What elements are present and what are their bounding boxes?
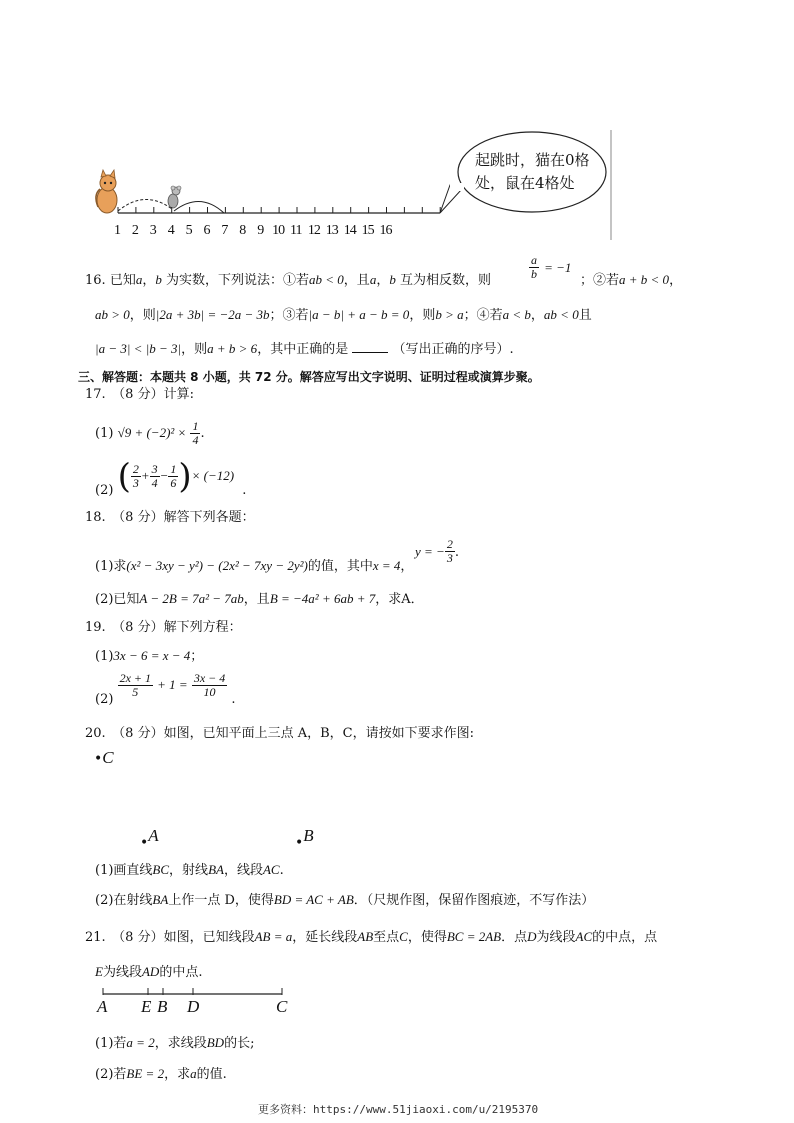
q19-part-1: (1)3x − 6 = x − 4；: [95, 648, 204, 664]
q20-part-1: (1)画直线BC，射线BA，线段AC.: [95, 862, 284, 878]
question-16-line-1-tail: ；②若a + b < 0，: [580, 272, 683, 288]
question-19-title: 19. （8 分）解下列方程：: [85, 620, 242, 635]
q18-y-value: y = − $\frac{2}{3}$ .: [415, 537, 459, 565]
label-d: D: [187, 997, 200, 1016]
cat-icon: [96, 170, 117, 213]
number-line-label: 1: [114, 223, 121, 238]
number-line-label: 2: [131, 223, 139, 238]
question-17-title: 17. （8 分）计算:: [85, 387, 194, 402]
q18-part-1: (1)求(x² − 3xy − y²) − (2x² − 7xy − 2y²)的值，其中x = 4，: [95, 558, 414, 574]
question-16-line-1: 16. 已知a，b 为实数，下列说法：①若ab < 0，且a，b 互为相反数，则: [85, 272, 491, 288]
section-3-heading: 三、解答题：本题共 8 小题，共 72 分。解答应写出文字说明、证明过程或演算步聚。: [78, 370, 540, 384]
number-line-label: 6: [203, 223, 211, 238]
speech-bubble-text-1: 起跳时，猫在0格: [475, 151, 590, 169]
label-c: C: [276, 997, 288, 1016]
q21-part-2: (2)若BE = 2，求a的值.: [95, 1066, 227, 1082]
q16-fraction-a-over-b: $\frac{a}{b}$ = −1: [531, 253, 572, 281]
number-line-label: 3: [149, 223, 157, 238]
question-16-line-3: |a − 3| < |b − 3|，则a + b > 6，其中正确的是 （写出正确的序号）.: [95, 341, 514, 357]
label-a: A: [97, 997, 108, 1016]
mouse-jump-arc: [174, 201, 224, 213]
label-e: E: [141, 997, 152, 1016]
number-line-label: 9: [257, 223, 265, 238]
number-line-label: 4: [167, 223, 175, 238]
q19-part-2: (2) $\frac{2x + 1}{5}$ + 1 = $\frac{3x - 4}{10}$ .: [95, 671, 236, 707]
number-line-label: 7: [221, 223, 229, 238]
number-line-label: 13: [325, 223, 338, 238]
cat-jump-arc: [118, 199, 172, 211]
number-line-label: 12: [307, 223, 320, 238]
question-16-line-2: ab > 0，则|2a + 3b| = −2a − 3b；③若|a − b| + a − b = 0，则b > a；④若a < b，ab < 0且: [95, 307, 592, 323]
speech-bubble-text-2: 处，鼠在4格处: [475, 174, 575, 192]
number-line-ticks: [118, 207, 440, 213]
speech-bubble: [458, 132, 606, 212]
point-b: •B: [295, 826, 314, 851]
question-21-line-1: 21. （8 分）如图，已知线段AB = a，延长线段AB至点C，使得BC = 2AB．点D为线段AC的中点，点: [85, 929, 658, 945]
question-21-line-2: E为线段AD的中点.: [95, 964, 203, 980]
q18-part-2: (2)已知A − 2B = 7a² − 7ab，且B = −4a² + 6ab + 7，求A．: [95, 591, 424, 607]
q21-part-1: (1)若a = 2，求线段BD的长;: [95, 1035, 255, 1051]
number-line-label: 5: [185, 223, 193, 238]
question-18-title: 18. （8 分）解答下列各题：: [85, 510, 255, 525]
number-line-label: 15: [361, 223, 374, 238]
question-20-title: 20. （8 分）如图，已知平面上三点 A，B，C，请按如下要求作图:: [85, 726, 474, 741]
label-b: B: [157, 997, 168, 1016]
q17-part-1: (1) √9 + (−2)² × $\frac{1}{4}$ .: [95, 419, 205, 447]
q20-part-2: (2)在射线BA上作一点 D，使得BD = AC + AB．（尺规作图，保留作图痕迹，不写作法）: [95, 892, 595, 908]
point-c: •C: [94, 748, 114, 767]
mouse-icon: [168, 186, 181, 208]
number-line-label: 14: [343, 223, 356, 238]
q17-part-2: (2) ( $\frac{2}{3}$ + $\frac{3}{4}$ − $\frac{1}{6}$ )× (−12) .: [95, 456, 247, 498]
number-line-label: 8: [239, 223, 247, 238]
answer-blank[interactable]: [352, 340, 388, 353]
footer-link[interactable]: 更多资料：https://www.51jiaoxi.com/u/2195370: [258, 1103, 539, 1116]
number-line-label: 11: [290, 223, 302, 238]
number-line-label: 16: [379, 223, 392, 238]
number-line-label: 10: [272, 223, 285, 238]
point-a: •A: [140, 826, 159, 851]
